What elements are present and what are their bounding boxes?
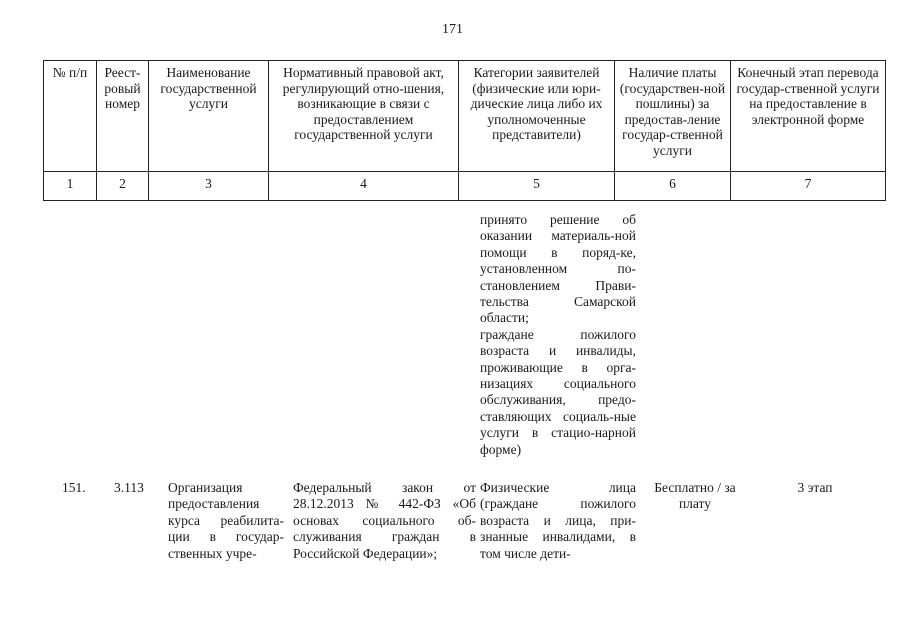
col-number-1: 1 [44, 172, 97, 201]
row-151-applicants: Физические лица (граждане пожилого возраста и лица, при-знанные инвалидами, в том числе дети- [480, 480, 636, 561]
row-151-registry-number: 3.113 [114, 480, 144, 495]
row-151-service-name: Организация предоставления курса реабилита-ции в государ-ственных учре- [168, 480, 284, 561]
column-number-row [44, 172, 886, 201]
col-header-applicants: Категории заявителей (физические или юри-дические лица либо их уполномоченные представители) [459, 61, 615, 172]
continuation-paragraph: принято решение об оказании материаль-ной помощи в поряд-ке, установленном по-становлением Прави-тельства Самарской области; [480, 212, 636, 326]
col-number-3: 3 [149, 172, 269, 201]
row-151-number: 151. [62, 480, 86, 495]
col-number-2: 2 [97, 172, 149, 201]
col-header-service-name: Наименование государственной услуги [149, 61, 269, 172]
col-header-num: № п/п [44, 61, 97, 172]
col-number-4: 4 [269, 172, 459, 201]
col-header-legal-act: Нормативный правовой акт, регулирующий отно-шения, возникающие в связи с предоставлением государственной услуги [269, 61, 459, 172]
col-header-registry: Реест-ровый номер [97, 61, 149, 172]
col-number-5: 5 [459, 172, 615, 201]
row-151-final-stage: 3 этап [797, 480, 833, 495]
services-table-header [43, 60, 886, 201]
col-number-6: 6 [615, 172, 731, 201]
header-row [44, 61, 886, 172]
col-header-fee: Наличие платы (государствен-ной пошлины) за предостав-ление государ-ственной услуги [615, 61, 731, 172]
continuation-paragraph: граждане пожилого возраста и инвалиды, проживающие в орга-низациях социального обслуживания, предо-ставляющих социаль-ные услуги в стацио-нарной форме) [480, 326, 636, 457]
row-151-fee: Бесплатно / за плату [654, 480, 736, 512]
col-number-7: 7 [731, 172, 886, 201]
row-151-legal-act: Федеральный закон от 28.12.2013 № 442-ФЗ «Об основах социального об-служивания граждан в Российской Федерации»; [293, 480, 476, 561]
applicants-continuation [480, 212, 636, 458]
col-header-final-stage: Конечный этап перевода государ-ственной услуги на предоставление в электронной форме [731, 61, 886, 172]
page-number: 171 [442, 22, 463, 37]
